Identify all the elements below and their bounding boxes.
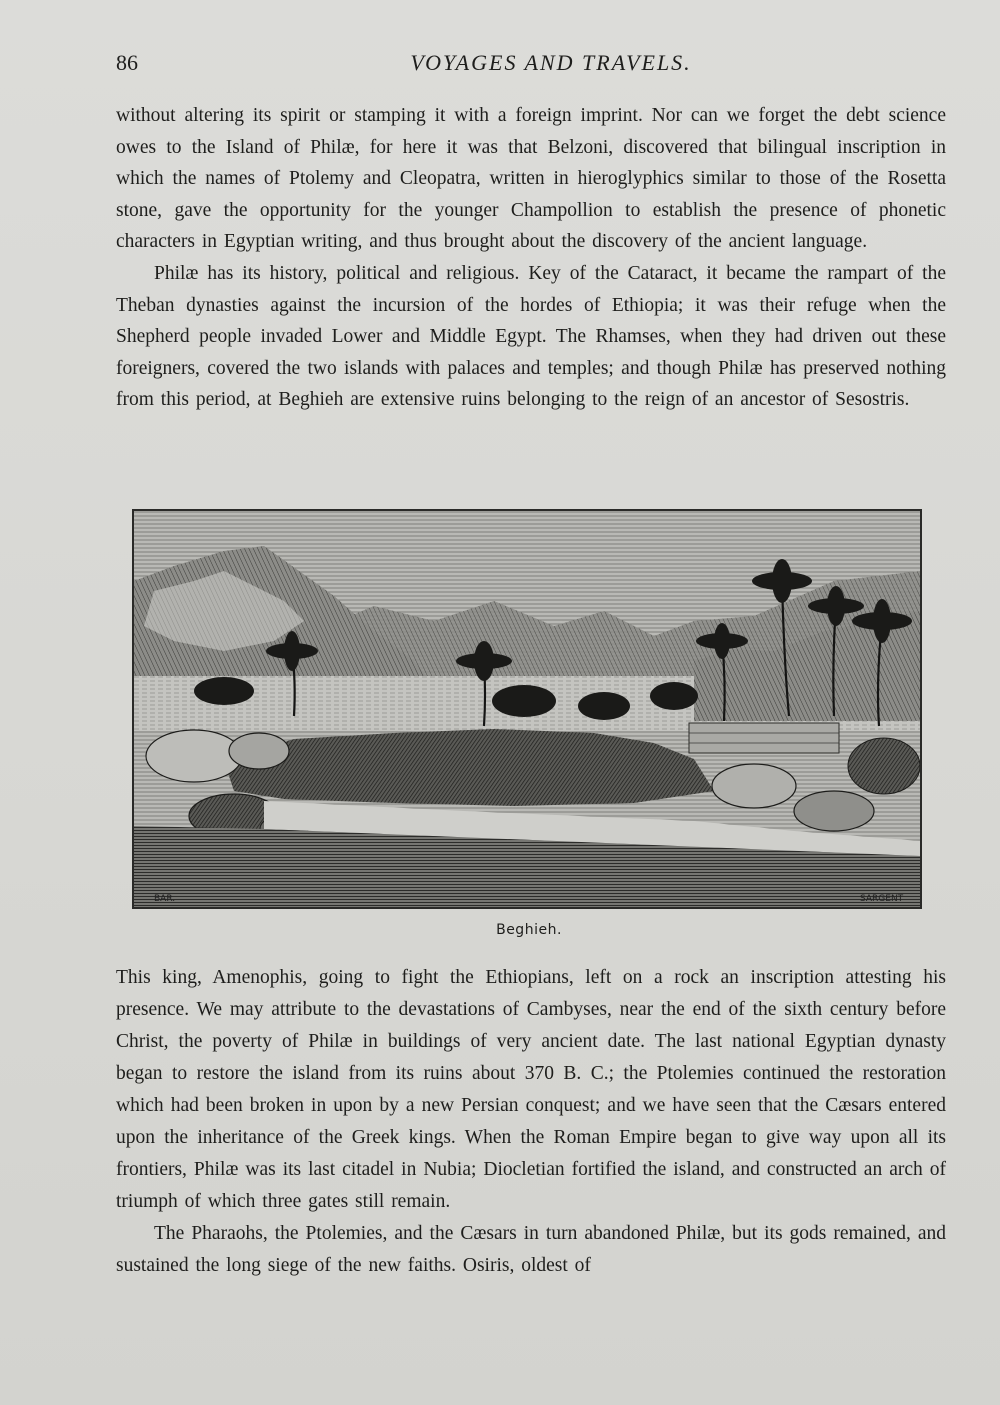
engraver-signature-left: BAR. — [154, 894, 176, 904]
body-text-bottom — [116, 962, 946, 1282]
body-text-top — [116, 100, 946, 416]
paragraph: This king, Amenophis, going to fight the Ethiopians, left on a rock an inscription attesting his presence. We may attribute to the devastations of Cambyses, near the end of the sixth century before Christ, the poverty of Philæ in buildings of very ancient date. The last national Egyptian dynasty began to restore the island from its ruins about 370 B. C.; the Ptolemies continued the restoration which had been broken in upon by a new Persian conquest; and we have seen that the Cæsars entered upon the inheritance of the Greek kings. When the Roman Empire began to give way upon all its frontiers, Philæ was its last citadel in Nubia; Diocletian fortified the island, and constructed an arch of triumph of which three gates still remain. — [116, 967, 946, 1212]
engraver-signature-right: SARGENT — [860, 894, 904, 904]
engraving-illustration — [132, 509, 922, 909]
engraving-artwork — [134, 511, 920, 907]
running-title: VOYAGES AND TRAVELS. — [410, 50, 692, 75]
page-header — [116, 50, 946, 80]
figure-caption: Beghieh. — [496, 922, 562, 938]
page-number: 86 — [116, 50, 138, 75]
paragraph: without altering its spirit or stamping it with a foreign imprint. Nor can we forget the debt science owes to the Island of Philæ, for here it was that Belzoni, discovered that bilingual inscription in which the names of Ptolemy and Cleopatra, written in hieroglyphics similar to those of the Rosetta stone, gave the opportunity for the younger Champollion to establish the presence of phonetic characters in Egyptian writing, and thus brought about the discovery of the ancient language. — [116, 105, 946, 253]
paragraph: The Pharaohs, the Ptolemies, and the Cæsars in turn abandoned Philæ, but its gods remained, and sustained the long siege of the new faiths. Osiris, oldest of — [116, 1223, 946, 1276]
paragraph: Philæ has its history, political and religious. Key of the Cataract, it became the rampart of the Theban dynasties against the incursion of the hordes of Ethiopia; it was their refuge when the Shepherd people invaded Lower and Middle Egypt. The Rhamses, when they had driven out these foreigners, covered the two islands with palaces and temples; and though Philæ has preserved nothing from this period, at Beghieh are extensive ruins belonging to the reign of an ancestor of Sesostris. — [116, 262, 946, 411]
